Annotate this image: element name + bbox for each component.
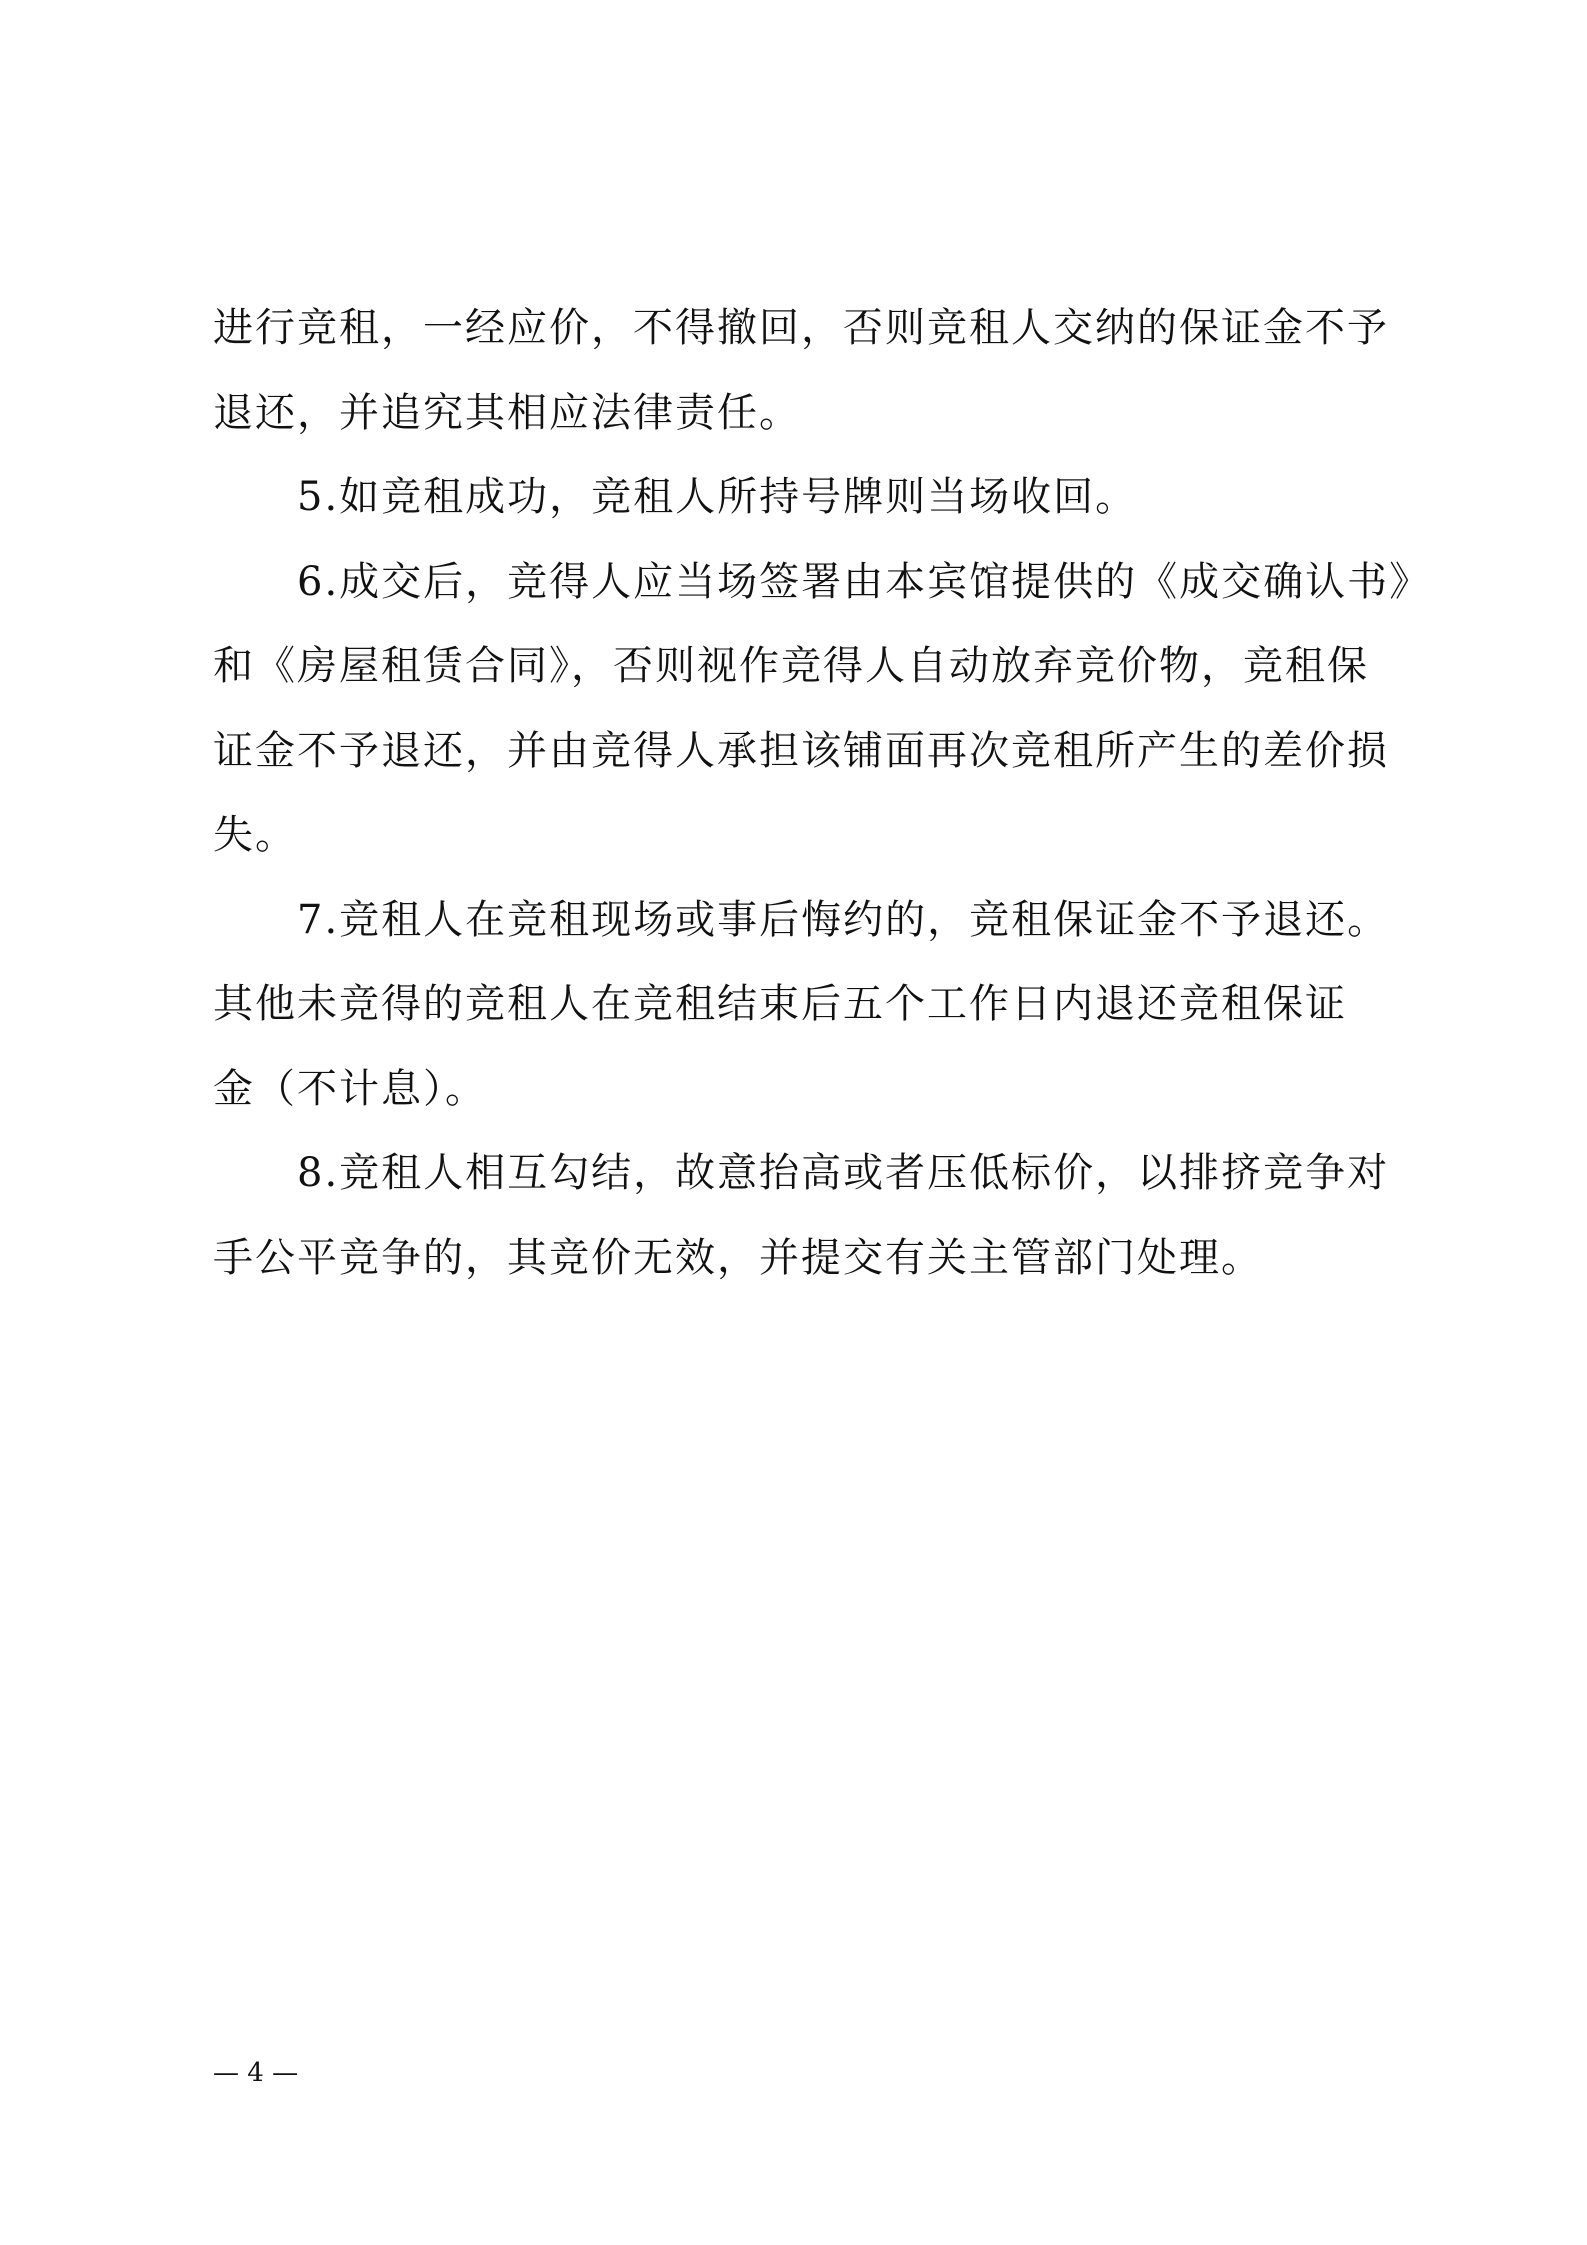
text-line: 退还，并追究其相应法律责任。 xyxy=(213,389,801,436)
text-line: 和《房屋租赁合同》，否则视作竞得人自动放弃竞价物，竞租保 xyxy=(213,643,1369,689)
text-line: 金（不计息）。 xyxy=(213,1065,487,1112)
text-line: 7.竞租人在竞租现场或事后悔约的，竞租保证金不予退还。 xyxy=(297,896,1390,943)
text-line: 失。 xyxy=(213,812,297,858)
text-line: 进行竞租，一经应价，不得撤回，否则竞租人交纳的保证金不予 xyxy=(213,305,1389,351)
text-line: 8.竞租人相互勾结，故意抬高或者压低标价，以排挤竞争对 xyxy=(297,1150,1390,1196)
text-line: 证金不予退还，并由竞得人承担该铺面再次竞租所产生的差价损 xyxy=(213,727,1389,774)
text-line: 5.如竞租成功，竞租人所持号牌则当场收回。 xyxy=(297,474,1138,520)
body-text xyxy=(213,286,1432,1300)
text-line: 手公平竞争的，其竞价无效，并提交有关主管部门处理。 xyxy=(213,1234,1263,1281)
text-line: 其他未竞得的竞租人在竞租结束后五个工作日内退还竞租保证 xyxy=(213,981,1347,1027)
page-number: — 4 — xyxy=(213,2058,299,2088)
text-line: 6.成交后，竞得人应当场签署由本宾馆提供的《成交确认书》 xyxy=(297,558,1432,605)
